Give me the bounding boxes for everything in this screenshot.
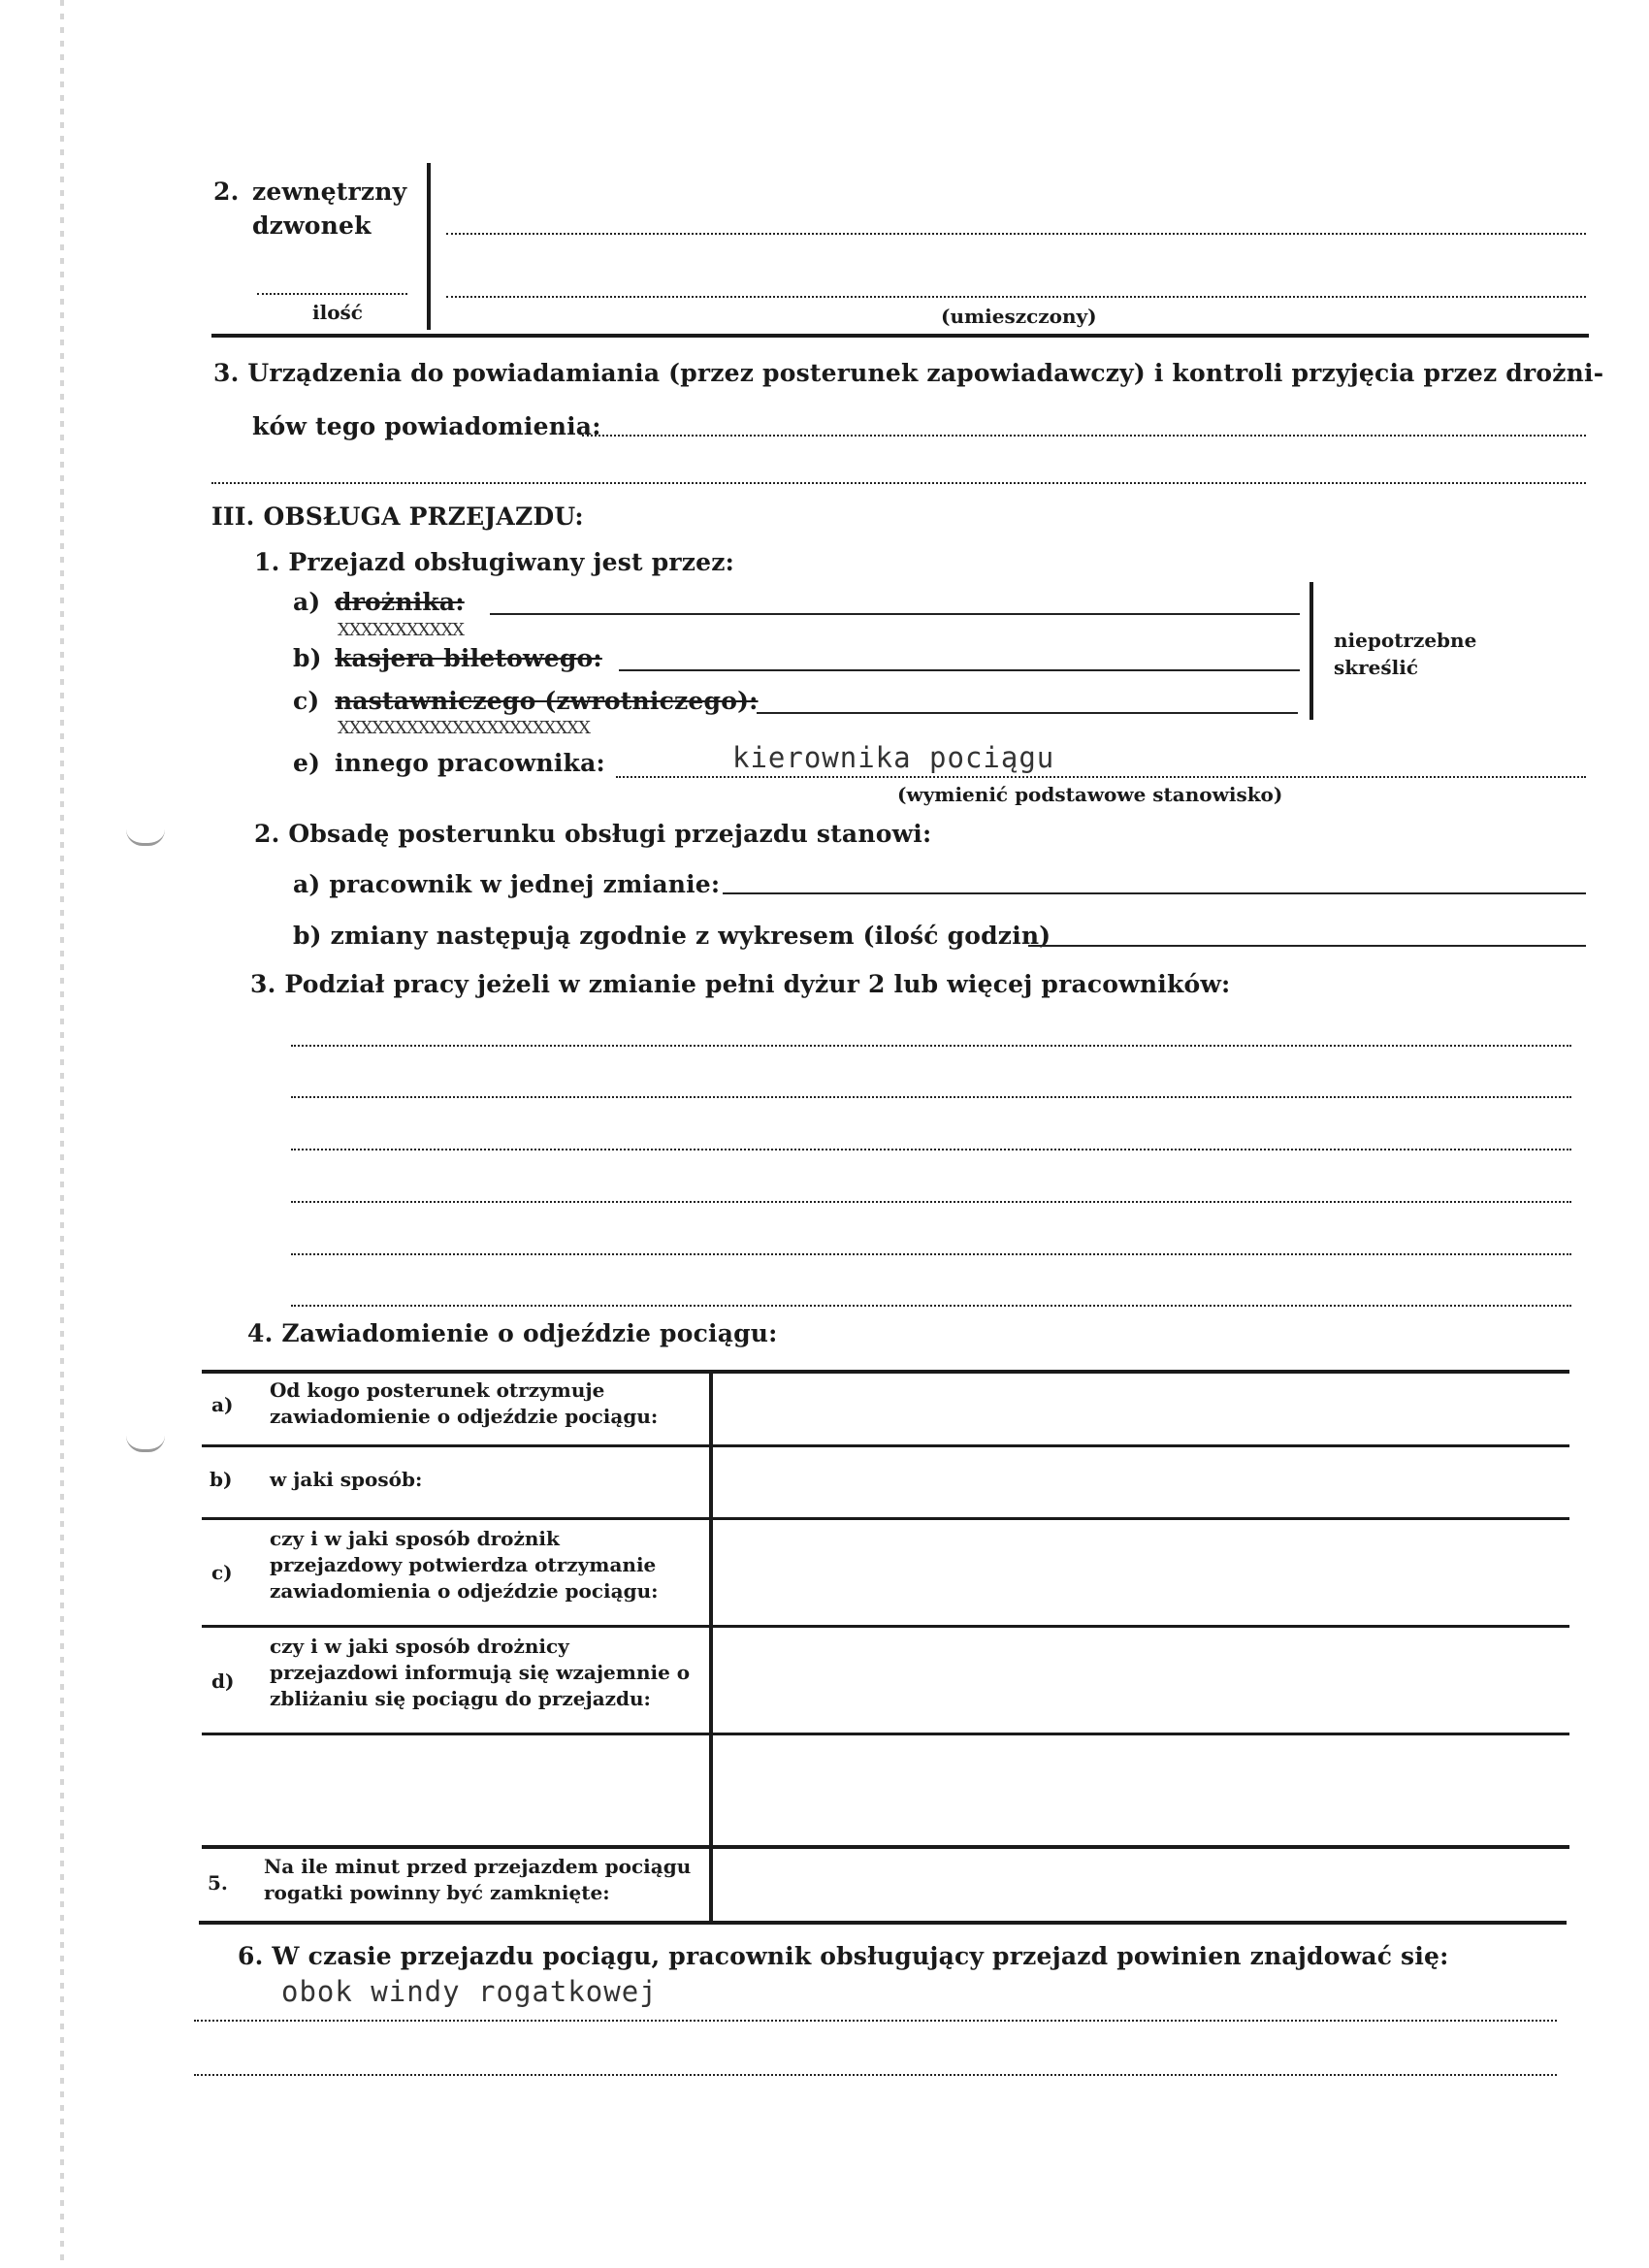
- option-e-letter: e): [293, 749, 321, 777]
- row-c-question: czy i w jaki sposób drożnik przejazdowy potwierdza otrzymanie zawiadomienia o odjeździe pociągu:: [270, 1527, 659, 1603]
- table-rule: [199, 1921, 1567, 1925]
- position-field-line1[interactable]: [194, 2020, 1557, 2022]
- option-e-label: innego pracownika:: [335, 749, 605, 777]
- option-c-letter: c): [293, 687, 320, 715]
- work-division-line[interactable]: [291, 1201, 1571, 1203]
- bracket-note-line1: niepotrzebne: [1334, 629, 1477, 652]
- bell-field-line2[interactable]: [446, 296, 1586, 298]
- option-a-label: drożnika:: [335, 588, 465, 616]
- row-b-answer-field[interactable]: [723, 1450, 1567, 1513]
- table-rule: [202, 1625, 1569, 1628]
- row-b-question: w jaki sposób:: [270, 1468, 423, 1491]
- bell-label-line1: zewnętrzny: [252, 178, 407, 206]
- work-division-line[interactable]: [291, 1305, 1571, 1307]
- devices-field-line1[interactable]: [582, 435, 1586, 437]
- row-a-question: Od kogo posterunek otrzymuje zawiadomienie o odjeździe pociągu:: [270, 1378, 659, 1428]
- option-c-label: nastawniczego (zwrotniczego):: [335, 687, 759, 715]
- option-c-field[interactable]: [757, 712, 1298, 714]
- position-value[interactable]: obok windy rogatkowej: [281, 1975, 658, 2008]
- devices-text-line1: 3. Urządzenia do powiadamiania (przez posterunek zapowiadawczy) i kontroli przyjęcia przez drożni-: [213, 359, 1604, 387]
- bell-quantity-caption: ilość: [312, 301, 363, 324]
- staffing-b-field[interactable]: [1028, 945, 1586, 947]
- row-extra-question-field[interactable]: [211, 1741, 696, 1838]
- table-rule: [202, 1517, 1569, 1520]
- punch-hole-mark: [126, 829, 165, 846]
- bracket-note-line2: skreślić: [1334, 656, 1419, 679]
- bell-field-line1[interactable]: [446, 233, 1586, 235]
- devices-text-line2: ków tego powiadomienia:: [252, 412, 601, 440]
- bell-number: 2.: [213, 178, 240, 206]
- staffing-a-label: a) pracownik w jednej zmianie:: [293, 870, 721, 898]
- row-d-answer-field[interactable]: [723, 1632, 1567, 1729]
- item5-answer-field[interactable]: [723, 1853, 1567, 1921]
- option-b-letter: b): [293, 644, 322, 672]
- punch-hole-mark: [126, 1436, 165, 1452]
- row-b-letter: b): [210, 1468, 233, 1491]
- option-a-letter: a): [293, 588, 321, 616]
- section-III-heading: III. OBSŁUGA PRZEJAZDU:: [211, 502, 584, 531]
- row-extra-answer-field[interactable]: [723, 1741, 1567, 1838]
- row-d-question: czy i w jaki sposób drożnicy przejazdowi informują się wzajemnie o zbliżaniu się pociągu do przejazdu:: [270, 1635, 691, 1710]
- option-a-field[interactable]: [490, 613, 1300, 615]
- option-b-label: kasjera biletowego:: [335, 644, 602, 672]
- section-rule: [211, 334, 1589, 338]
- departure-notice-title: 4. Zawiadomienie o odjeździe pociągu:: [247, 1319, 778, 1347]
- other-worker-caption: (wymienić podstawowe stanowisko): [897, 783, 1283, 806]
- bell-placement-caption: (umieszczony): [941, 305, 1097, 328]
- bell-quantity-field[interactable]: [257, 293, 407, 295]
- row-c-answer-field[interactable]: [723, 1523, 1567, 1620]
- row-a-letter: a): [211, 1393, 234, 1416]
- position-field-line2[interactable]: [194, 2074, 1557, 2076]
- table-divider: [709, 1374, 713, 1922]
- staffing-title: 2. Obsadę posterunku obsługi przejazdu stanowi:: [254, 820, 932, 848]
- bracket-bar: [1310, 582, 1313, 720]
- position-title: 6. W czasie przejazdu pociągu, pracownik obsługujący przejazd powinien znajdować się:: [238, 1942, 1449, 1970]
- work-division-title: 3. Podział pracy jeżeli w zmianie pełni dyżur 2 lub więcej pracowników:: [250, 970, 1231, 998]
- row-a-answer-field[interactable]: [723, 1377, 1567, 1441]
- table-rule: [202, 1444, 1569, 1447]
- option-c-overtype: XXXXXXXXXXXXXXXXXXXXXX: [338, 718, 590, 738]
- operated-by-title: 1. Przejazd obsługiwany jest przez:: [254, 548, 735, 576]
- table-rule: [202, 1845, 1569, 1849]
- work-division-line[interactable]: [291, 1253, 1571, 1255]
- work-division-line[interactable]: [291, 1149, 1571, 1150]
- option-b-overtype: XXXXXXXXXXX: [338, 620, 464, 640]
- table-rule: [202, 1370, 1569, 1374]
- devices-field-line2[interactable]: [211, 482, 1586, 484]
- staffing-b-label: b) zmiany następują zgodnie z wykresem (ilość godzin): [293, 922, 1051, 950]
- work-division-line[interactable]: [291, 1045, 1571, 1047]
- other-worker-value[interactable]: kierownika pociągu: [732, 741, 1055, 774]
- scan-edge: [60, 0, 64, 2268]
- bell-label-line2: dzwonek: [252, 211, 372, 240]
- staffing-a-field[interactable]: [723, 892, 1586, 894]
- work-division-line[interactable]: [291, 1096, 1571, 1098]
- option-b-field[interactable]: [619, 669, 1300, 671]
- item5-question: Na ile minut przed przejazdem pociągu rogatki powinny być zamknięte:: [264, 1855, 692, 1904]
- other-worker-field[interactable]: [616, 776, 1586, 778]
- bell-divider: [427, 163, 431, 330]
- row-c-letter: c): [211, 1561, 233, 1584]
- row-d-letter: d): [211, 1669, 235, 1693]
- item5-number: 5.: [208, 1871, 228, 1895]
- table-rule: [202, 1733, 1569, 1735]
